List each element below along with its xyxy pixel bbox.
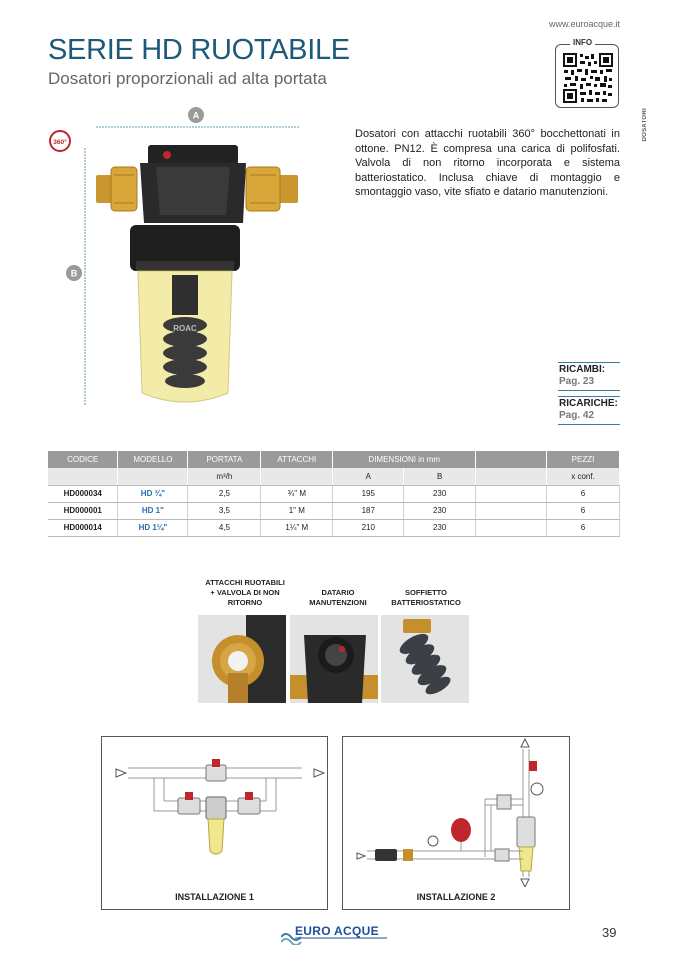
col-header-codice: CODICE	[48, 451, 118, 468]
logo-text: EURO ACQUE	[295, 924, 379, 938]
table-units-row	[48, 468, 620, 485]
col-header-pezzi: PEZZI	[547, 451, 620, 468]
col-header-modello: MODELLO	[118, 451, 188, 468]
qr-code-icon	[563, 53, 613, 103]
unit-cell	[476, 468, 547, 485]
dimension-a-label: A	[192, 110, 200, 121]
table-header-row	[48, 451, 620, 468]
feature-line: SOFFIETTO	[405, 588, 447, 597]
feature-line: + VALVOLA DI NON	[210, 588, 280, 597]
cell-attacchi: ¾" M	[261, 485, 333, 502]
ricambi-page[interactable]: Pag. 23	[559, 376, 595, 387]
feature-image-datario	[290, 615, 378, 703]
cell-attacchi: 1" M	[261, 502, 333, 519]
col-header-blank	[476, 451, 547, 468]
cell-modello[interactable]: HD ¾"	[118, 485, 188, 502]
unit-cell: x conf.	[547, 468, 620, 485]
feature-line: ATTACCHI RUOTABILI	[205, 578, 285, 587]
col-header-attacchi: ATTACCHI	[261, 451, 333, 468]
cell-codice: HD000034	[48, 485, 118, 502]
spec-table	[48, 451, 620, 537]
page-subtitle: Dosatori proporzionali ad alta portata	[48, 69, 327, 88]
unit-cell	[48, 468, 118, 485]
unit-cell	[118, 468, 188, 485]
rotation-360-label: 360°	[53, 139, 67, 146]
unit-cell: A	[333, 468, 404, 485]
dimension-b-label: B	[70, 268, 78, 279]
cell-pezzi: 6	[547, 485, 620, 502]
cell-dim-a: 195	[333, 485, 404, 502]
cell-blank	[476, 485, 547, 502]
cell-dim-b: 230	[404, 519, 476, 536]
page-number: 39	[602, 925, 617, 940]
cell-pezzi: 6	[547, 502, 620, 519]
cell-dim-b: 230	[404, 485, 476, 502]
ricambi-label: RICAMBI:	[559, 364, 606, 375]
feature-line: BATTERIOSTATICO	[391, 598, 461, 607]
cell-dim-b: 230	[404, 502, 476, 519]
cell-dim-a: 210	[333, 519, 404, 536]
col-header-dimensioni: DIMENSIONI in mm	[333, 451, 476, 468]
feature-label-datario	[293, 588, 383, 608]
feature-label-soffietto	[380, 588, 472, 608]
unit-cell: m³/h	[188, 468, 261, 485]
section-tab[interactable]: DOSATORI	[642, 108, 648, 142]
ricariche-page[interactable]: Pag. 42	[559, 410, 595, 421]
feature-label-attacchi	[195, 578, 295, 608]
qr-code-box[interactable]	[555, 38, 619, 108]
installation-1-diagram	[101, 736, 328, 910]
cell-portata: 3,5	[188, 502, 261, 519]
feature-image-attacchi	[198, 615, 286, 703]
cell-codice: HD000014	[48, 519, 118, 536]
product-brand-mark: ROAC	[173, 324, 197, 333]
cell-portata: 4,5	[188, 519, 261, 536]
feature-line: MANUTENZIONI	[309, 598, 367, 607]
cell-pezzi: 6	[547, 519, 620, 536]
table-row	[48, 502, 620, 519]
table-row	[48, 519, 620, 536]
cell-portata: 2,5	[188, 485, 261, 502]
cell-modello[interactable]: HD 1"	[118, 502, 188, 519]
unit-cell: B	[404, 468, 476, 485]
page-title: SERIE HD RUOTABILE	[48, 34, 350, 66]
table-row	[48, 485, 620, 502]
feature-image-soffietto	[381, 615, 469, 703]
unit-cell	[261, 468, 333, 485]
installation-1-label: INSTALLAZIONE 1	[175, 892, 254, 902]
product-description: Dosatori con attacchi ruotabili 360° bocchettonati in ottone. PN12. È compresa una carica di polifosfati. Valvola di non ritorno incorporata e sistema batteriostatico. Inclusa chiave di montaggio e smontaggio vaso, vite sfiato e datario manutenzioni.	[355, 128, 620, 199]
cell-codice: HD000001	[48, 502, 118, 519]
rotation-360-icon	[50, 131, 70, 151]
qr-label: INFO	[570, 38, 595, 47]
ricariche-reference[interactable]	[558, 396, 620, 425]
installation-1-schematic	[102, 737, 327, 887]
feature-line: RITORNO	[227, 598, 263, 607]
website-url[interactable]: www.euroacque.it	[548, 19, 620, 29]
ricariche-label: RICARICHE:	[559, 398, 618, 409]
installation-2-schematic	[343, 737, 569, 887]
product-photo	[48, 103, 318, 413]
cell-dim-a: 187	[333, 502, 404, 519]
feature-line: DATARIO	[321, 588, 355, 597]
cell-attacchi: 1¼" M	[261, 519, 333, 536]
ricambi-reference[interactable]	[558, 362, 620, 391]
col-header-portata: PORTATA	[188, 451, 261, 468]
cell-modello[interactable]: HD 1¼"	[118, 519, 188, 536]
cell-blank	[476, 502, 547, 519]
installation-2-label: INSTALLAZIONE 2	[416, 892, 496, 902]
cell-blank	[476, 519, 547, 536]
euroacque-logo[interactable]	[281, 921, 391, 950]
installation-2-diagram	[342, 736, 570, 910]
